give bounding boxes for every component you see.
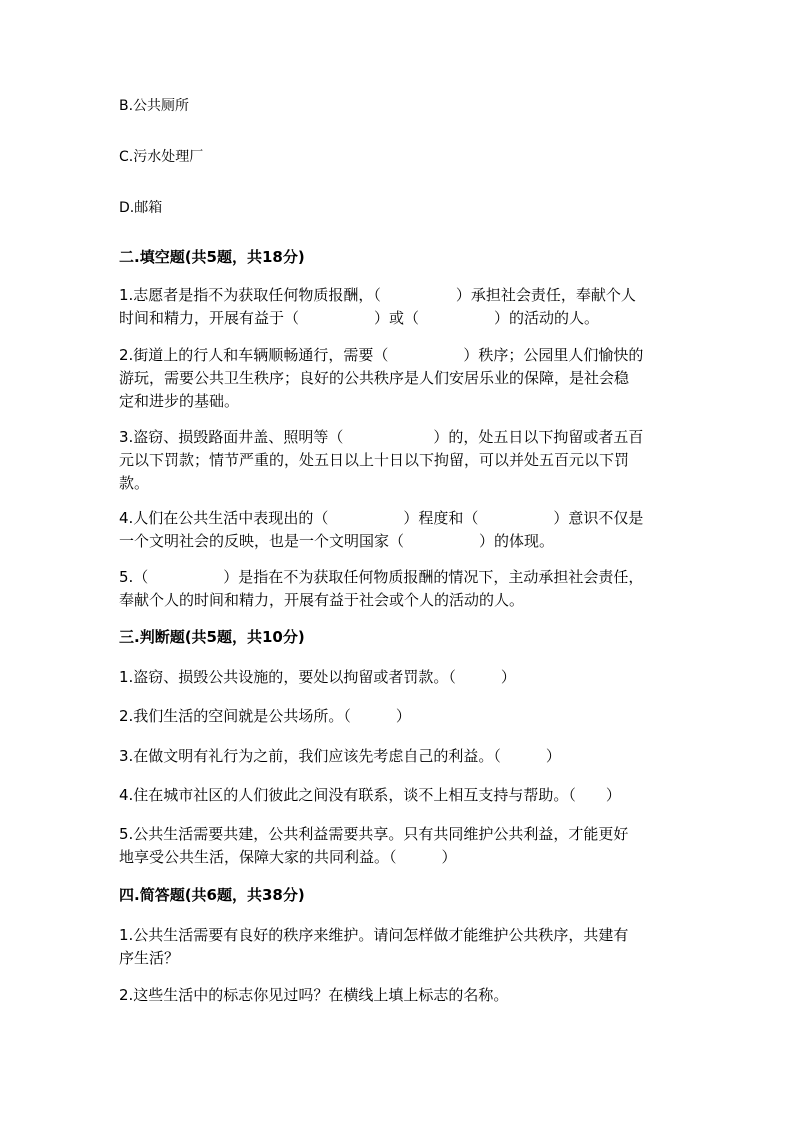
judge-question-3 [119,745,679,768]
question-line: 奉献个人的时间和精力，开展有益于社会或个人的活动的人。 [119,591,525,609]
question-line: 1.盗窃、损毁公共设施的，要处以拘留或者罚款。（ ） [119,668,516,686]
judge-question-5 [119,823,679,869]
judge-question-4 [119,784,679,807]
question-line: 款。 [119,474,150,492]
question-line: 4.人们在公共生活中表现出的（ ）程度和（ ）意识不仅是 [119,509,644,527]
question-line: 1.志愿者是指不为获取任何物质报酬，（ ）承担社会责任，奉献个人 [119,286,636,304]
fill-question-5 [119,566,679,612]
question-line: 地享受公共生活，保障大家的共同利益。（ ） [119,848,457,866]
question-line: 3.盗窃、损毁路面井盖、照明等（ ）的，处五日以下拘留或者五百 [119,428,644,446]
question-line: 2.这些生活中的标志你见过吗？在横线上填上标志的名称。 [119,986,509,1004]
section-title-fill-blank: 二.填空题(共5题，共18分) [119,248,305,266]
question-line: 1.公共生活需要有良好的秩序来维护。请问怎样做才能维护公共秩序，共建有 [119,926,629,944]
fill-question-2 [119,344,679,413]
question-line: 元以下罚款；情节严重的，处五日以上十日以下拘留，可以并处五百元以下罚 [119,451,630,469]
judge-question-2 [119,705,679,728]
section-title-short-answer: 四.简答题(共6题，共38分) [119,886,305,904]
question-line: 5.公共生活需要共建，公共利益需要共享。只有共同维护公共利益，才能更好 [119,825,629,843]
section-title-true-false: 三.判断题(共5题，共10分) [119,628,305,646]
question-line: 3.在做文明有礼行为之前，我们应该先考虑自己的利益。（ ） [119,747,561,765]
option-b: B.公共厕所 [119,98,190,114]
question-line: 时间和精力，开展有益于（ ）或（ ）的活动的人。 [119,309,600,327]
question-line: 一个文明社会的反映，也是一个文明国家（ ）的体现。 [119,532,555,550]
fill-question-1 [119,284,679,330]
question-line: 游玩，需要公共卫生秩序；良好的公共秩序是人们安居乐业的保障，是社会稳 [119,369,630,387]
short-question-1 [119,924,679,970]
question-line: 序生活？ [119,949,180,967]
question-line: 4.住在城市社区的人们彼此之间没有联系，谈不上相互支持与帮助。（ ） [119,786,621,804]
question-line: 2.我们生活的空间就是公共场所。（ ） [119,707,411,725]
judge-question-1 [119,666,679,689]
question-line: 定和进步的基础。 [119,392,240,410]
short-question-2 [119,984,679,1007]
option-d: D.邮箱 [119,200,163,216]
option-c: C.污水处理厂 [119,149,204,165]
fill-question-4 [119,507,679,553]
fill-question-3 [119,426,679,495]
question-line: 5.（ ）是指在不为获取任何物质报酬的情况下，主动承担社会责任， [119,568,644,586]
question-line: 2.街道上的行人和车辆顺畅通行，需要（ ）秩序；公园里人们愉快的 [119,346,644,364]
